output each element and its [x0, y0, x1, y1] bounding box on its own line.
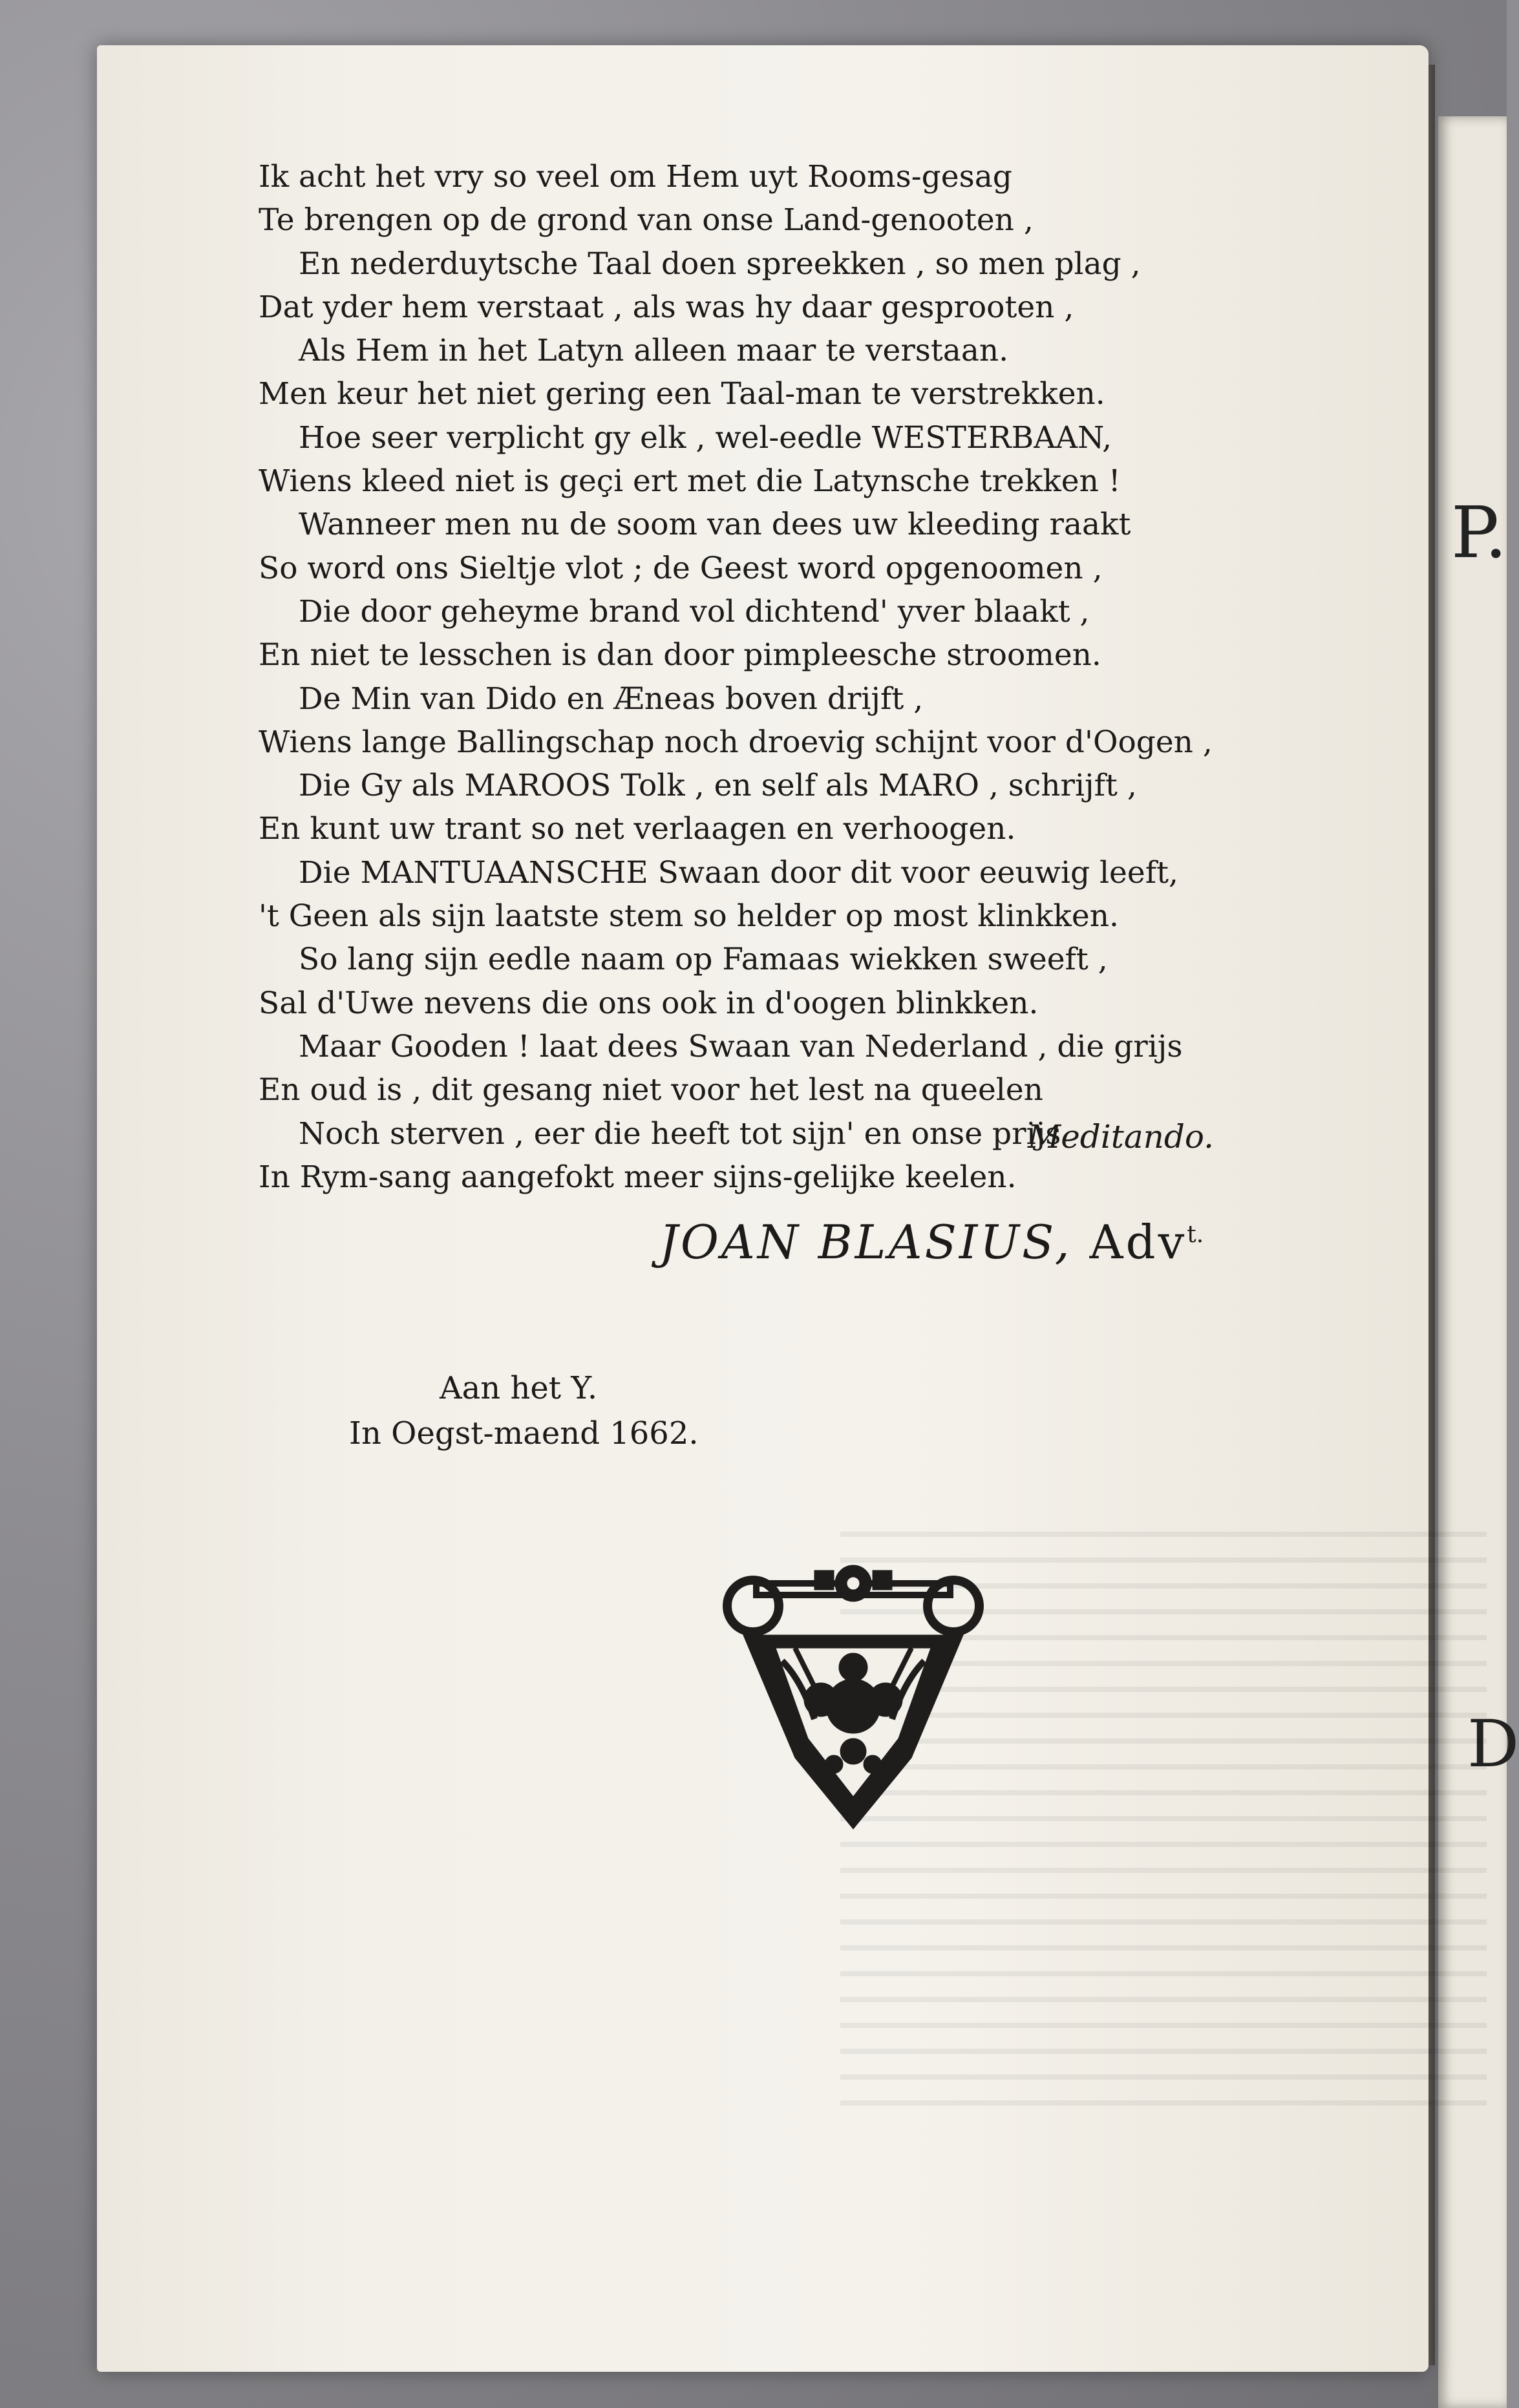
signature-title: Adv	[1089, 1215, 1187, 1269]
poem-line: Men keur het niet gering een Taal-man te verstrekken.	[259, 376, 1105, 412]
poem-line: Noch sterven , eer die heeft tot sijn' en onse prijs	[299, 1115, 1061, 1152]
signature-title-sup: t.	[1187, 1221, 1204, 1248]
poem-line: So word ons Sieltje vlot ; de Geest word opgenoomen ,	[259, 550, 1103, 586]
poem-line: Die door geheyme brand vol dichtend' yver blaakt ,	[299, 593, 1090, 629]
poem-line: Die Gy als MAROOS Tolk , en self als MARO , schrijft ,	[299, 768, 1137, 804]
poem-line: En kunt uw trant so net verlaagen en verhoogen.	[259, 811, 1016, 847]
poem-line: De Min van Dido en Æneas boven drijft ,	[299, 681, 924, 717]
poem-line: Wiens kleed niet is geçi ert met die Latynsche trekken !	[259, 463, 1121, 500]
poem-line: Maar Gooden ! laat dees Swaan van Nederland , die grijs	[299, 1028, 1183, 1064]
poem-line: En oud is , dit gesang niet voor het lest na queelen	[259, 1072, 1043, 1108]
place-line: Aan het Y.	[440, 1370, 598, 1406]
poem-line: Te brengen op de grond van onse Land-genooten ,	[259, 202, 1034, 238]
poem-line: Wanneer men nu de soom van dees uw kleeding raakt	[299, 507, 1131, 543]
poem-line: Wiens lange Ballingschap noch droevig schijnt voor d'Oogen ,	[259, 724, 1213, 760]
poem-text	[259, 155, 1357, 1199]
poem-line: So lang sijn eedle naam op Famaas wiekken sweeft ,	[299, 942, 1108, 978]
poem-line: Hoe seer verplicht gy elk , wel-eedle WESTERBAAN,	[299, 419, 1112, 456]
closing-motto: Meditando.	[1028, 1118, 1215, 1156]
poem-line: Ik acht het vry so veel om Hem uyt Rooms-gesag	[259, 159, 1012, 195]
date-line: In Oegst-maend 1662.	[349, 1415, 699, 1452]
poem-line: Dat yder hem verstaat , als was hy daar gesprooten ,	[259, 289, 1074, 325]
fruit-basket-ornament-icon	[717, 1570, 989, 1835]
poem-line: Sal d'Uwe nevens die ons ook in d'oogen blinkken.	[259, 985, 1039, 1021]
facing-page-letter-bottom: D	[1467, 1706, 1519, 1782]
poem-line: In Rym-sang aangefokt meer sijns-gelijke keelen.	[259, 1159, 1017, 1195]
poem-line: En nederduytsche Taal doen spreekken , so men plag ,	[299, 246, 1141, 282]
poem-line: En niet te lesschen is dan door pimpleesche stroomen.	[259, 637, 1101, 673]
poem-line: Die MANTUAANSCHE Swaan door dit voor eeuwig leeft,	[299, 854, 1178, 891]
signature-name: JOAN BLASIUS,	[659, 1215, 1072, 1269]
poem-line: 't Geen als sijn laatste stem so helder op most klinkken.	[259, 898, 1119, 935]
facing-page-letter-top: P.	[1451, 491, 1507, 574]
signature	[659, 1215, 1204, 1269]
poem-line: Als Hem in het Latyn alleen maar te verstaan.	[299, 333, 1009, 369]
